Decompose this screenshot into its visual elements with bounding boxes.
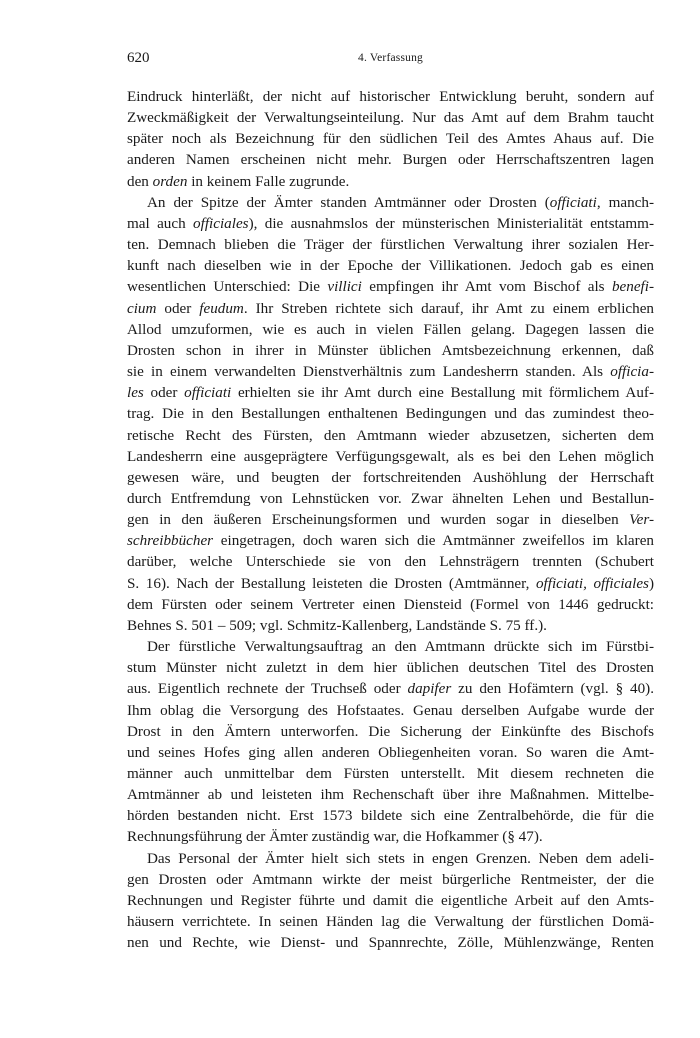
text-line xyxy=(127,255,654,276)
italic-term: orden xyxy=(152,172,188,190)
text-run: eingetragen, doch waren sich die Amtmänner zweifellos im klaren xyxy=(213,532,654,550)
text-line xyxy=(127,425,654,446)
text-line xyxy=(127,805,654,826)
italic-term: feudum xyxy=(199,299,244,317)
text-run: zu den Hofämtern (vgl. § 40). xyxy=(451,680,654,698)
text-run: Rechnungen und Register führte und damit die eigentliche Arbeit auf den Amts- xyxy=(127,891,654,909)
text-line xyxy=(127,700,654,721)
text-run: hörden bestanden nicht. Erst 1573 bildete sich eine Zentralbehörde, die für die xyxy=(127,807,654,825)
text-run: Eindruck hinterläßt, der nicht auf historischer Entwicklung beruht, sondern auf xyxy=(127,88,654,105)
text-line xyxy=(127,763,654,784)
text-line xyxy=(127,551,654,572)
text-line xyxy=(127,678,654,699)
page-header xyxy=(127,50,654,72)
text-line xyxy=(127,636,654,657)
text-run: ), die ausnahmslos der münsterischen Ministerialität entstamm- xyxy=(248,214,654,232)
italic-term: officiati, officiales xyxy=(535,574,649,592)
italic-term: Ver- xyxy=(629,511,654,529)
text-line xyxy=(127,319,654,340)
text-run: Ihm oblag die Versorgung des Hofstaates. Genau derselben Aufgabe wurde der xyxy=(127,701,654,719)
text-run: kunft nach dieselben wie in der Epoche der Villikationen. Jedoch gab es einen xyxy=(127,257,654,275)
text-line xyxy=(127,742,654,763)
paragraph xyxy=(127,636,654,848)
text-run: Allod umzuformen, wie es auch in vielen Fällen gelang. Dagegen lassen die xyxy=(127,320,654,338)
text-line xyxy=(127,530,654,551)
text-line xyxy=(127,848,654,869)
text-line xyxy=(127,869,654,890)
text-run: aus. Eigentlich rechnete der Truchseß oder xyxy=(127,680,408,698)
text-run: erhielten sie ihr Amt durch eine Bestallung mit förmlichem Auf- xyxy=(231,384,654,402)
text-run: Zweckmäßigkeit der Verwaltungseinteilung. Nur das Amt auf dem Brahm taucht xyxy=(127,109,654,127)
italic-term: officiati xyxy=(184,384,232,402)
paragraph xyxy=(127,848,654,954)
text-run: nen und Rechte, wie Dienst- und Spannrechte, Zölle, Mühlenzwänge, Renten xyxy=(127,934,654,952)
text-run: mal auch xyxy=(127,214,194,232)
text-run: retische Recht des Fürsten, den Amtmann wieder abzusetzen, sicherten dem xyxy=(127,426,654,444)
text-line xyxy=(127,509,654,530)
text-run: ten. Demnach blieben die Träger der fürstlichen Verwaltung ihrer sozialen Her- xyxy=(127,236,654,254)
text-line xyxy=(127,932,654,953)
text-run: den xyxy=(127,172,153,190)
text-run: gen in den äußeren Erscheinungsformen und wurden sogar in dieselben xyxy=(127,511,630,529)
text-line xyxy=(127,784,654,805)
text-run: ) xyxy=(648,574,654,592)
italic-term: officiales xyxy=(193,214,249,232)
text-run: in keinem Falle zugrunde. xyxy=(187,172,350,190)
text-line xyxy=(127,192,654,213)
text-line xyxy=(127,276,654,297)
italic-term: officiati xyxy=(549,193,597,211)
text-line xyxy=(127,446,654,467)
italic-term: cium xyxy=(127,299,157,317)
text-run: Das Personal der Ämter hielt sich stets in engen Grenzen. Neben dem adeli- xyxy=(147,849,654,867)
text-line xyxy=(127,298,654,319)
text-run: Der fürstliche Verwaltungsauftrag an den Amtmann drückte sich im Fürstbi- xyxy=(147,638,654,656)
text-run: anderen Namen erscheinen nicht mehr. Burgen oder Herrschaftszentren lagen xyxy=(127,151,654,169)
text-run: Drost in den Ämtern unterworfen. Die Sicherung der Einkünfte des Bischofs xyxy=(127,722,654,740)
text-line xyxy=(127,86,654,107)
text-run: männer auch unmittelbar dem Fürsten unterstellt. Mit diesem rechneten die xyxy=(127,765,654,782)
text-run: Behnes S. 501 – 509; vgl. Schmitz-Kallenberg, Landstände S. 75 ff.). xyxy=(127,616,547,634)
text-run: gen Drosten oder Amtmann wirkte der meist bürgerliche Rentmeister, der die xyxy=(127,870,654,888)
text-line xyxy=(127,467,654,488)
text-line xyxy=(127,403,654,424)
italic-term: dapifer xyxy=(407,680,452,698)
text-run: , manch- xyxy=(596,193,654,211)
text-run: An der Spitze der Ämter standen Amtmänner oder Drosten ( xyxy=(147,193,550,211)
text-line xyxy=(127,594,654,615)
text-run: empfingen ihr Amt vom Bischof als xyxy=(361,278,612,296)
text-run: Drosten schon in ihrer in Münster üblichen Amtsbezeichnung erkennen, daß xyxy=(127,341,654,359)
page-number: 620 xyxy=(127,50,150,66)
text-line xyxy=(127,890,654,911)
text-line xyxy=(127,171,654,192)
text-line xyxy=(127,234,654,255)
text-run: oder xyxy=(143,384,185,402)
text-run: sie in einem verwandelten Dienstverhältnis zum Landesherrn standen. Als xyxy=(127,363,611,381)
text-run: dem Fürsten oder seinem Vertreter einen Diensteid (Formel von 1446 gedruckt: xyxy=(127,595,654,613)
running-head: 4. Verfassung xyxy=(358,52,423,64)
paragraph xyxy=(127,86,654,192)
text-line xyxy=(127,826,654,847)
italic-term: benefi- xyxy=(611,278,654,296)
italic-term: officia- xyxy=(610,363,654,381)
text-run: häusern verrichtete. In seinen Händen lag die Verwaltung der fürstlichen Domä- xyxy=(127,913,654,931)
text-line xyxy=(127,615,654,636)
text-run: . Ihr Streben richtete sich darauf, ihr Amt zu einem erblichen xyxy=(243,299,654,317)
text-run: trag. Die in den Bestallungen enthaltenen Bedingungen und das zumindest theo- xyxy=(127,405,654,423)
text-line xyxy=(127,573,654,594)
text-run: wesentlichen Unterschied: Die xyxy=(127,278,328,296)
italic-term: schreibbücher xyxy=(127,532,214,550)
text-line xyxy=(127,128,654,149)
text-line xyxy=(127,911,654,932)
text-run: Landesherrn eine ausgeprägtere Verfügungsgewalt, als es bei den Lehen möglich xyxy=(127,447,654,465)
text-line xyxy=(127,107,654,128)
italic-term: villici xyxy=(327,278,362,296)
italic-term: les xyxy=(127,384,144,402)
text-run: oder xyxy=(156,299,200,317)
text-line xyxy=(127,361,654,382)
text-line xyxy=(127,488,654,509)
text-run: S. 16). Nach der Bestallung leisteten die Drosten (Amtmänner, xyxy=(127,574,536,592)
text-line xyxy=(127,213,654,234)
text-line xyxy=(127,721,654,742)
text-run: durch Entfremdung von Lehnstücken vor. Zwar ähnelten Lehen und Bestallun- xyxy=(127,489,654,507)
text-run: gewesen wäre, und beugten der fortschreitenden Aushöhlung der Herrschaft xyxy=(127,468,654,486)
text-run: später noch als Bezeichnung für den südlichen Teil des Amtes Ahaus auf. Die xyxy=(127,130,654,148)
text-run: Rechnungsführung der Ämter zuständig war, die Hofkammer (§ 47). xyxy=(127,828,543,846)
text-run: Amtmänner ab und leisteten ihm Rechenschaft über ihre Maßnahmen. Mittelbe- xyxy=(127,786,654,804)
paragraph xyxy=(127,192,654,636)
text-line xyxy=(127,340,654,361)
text-line xyxy=(127,382,654,403)
text-run: und seines Hofes ging allen anderen Obliegenheiten voran. So waren die Amt- xyxy=(127,743,654,761)
text-line xyxy=(127,657,654,678)
text-line xyxy=(127,149,654,170)
body-text xyxy=(127,86,654,953)
text-run: darüber, welche Unterschiede sie von den Lehnsträgern trennten (Schubert xyxy=(127,553,654,571)
text-run: stum Münster nicht zuletzt in dem hier üblichen deutschen Titel des Drosten xyxy=(127,659,654,677)
